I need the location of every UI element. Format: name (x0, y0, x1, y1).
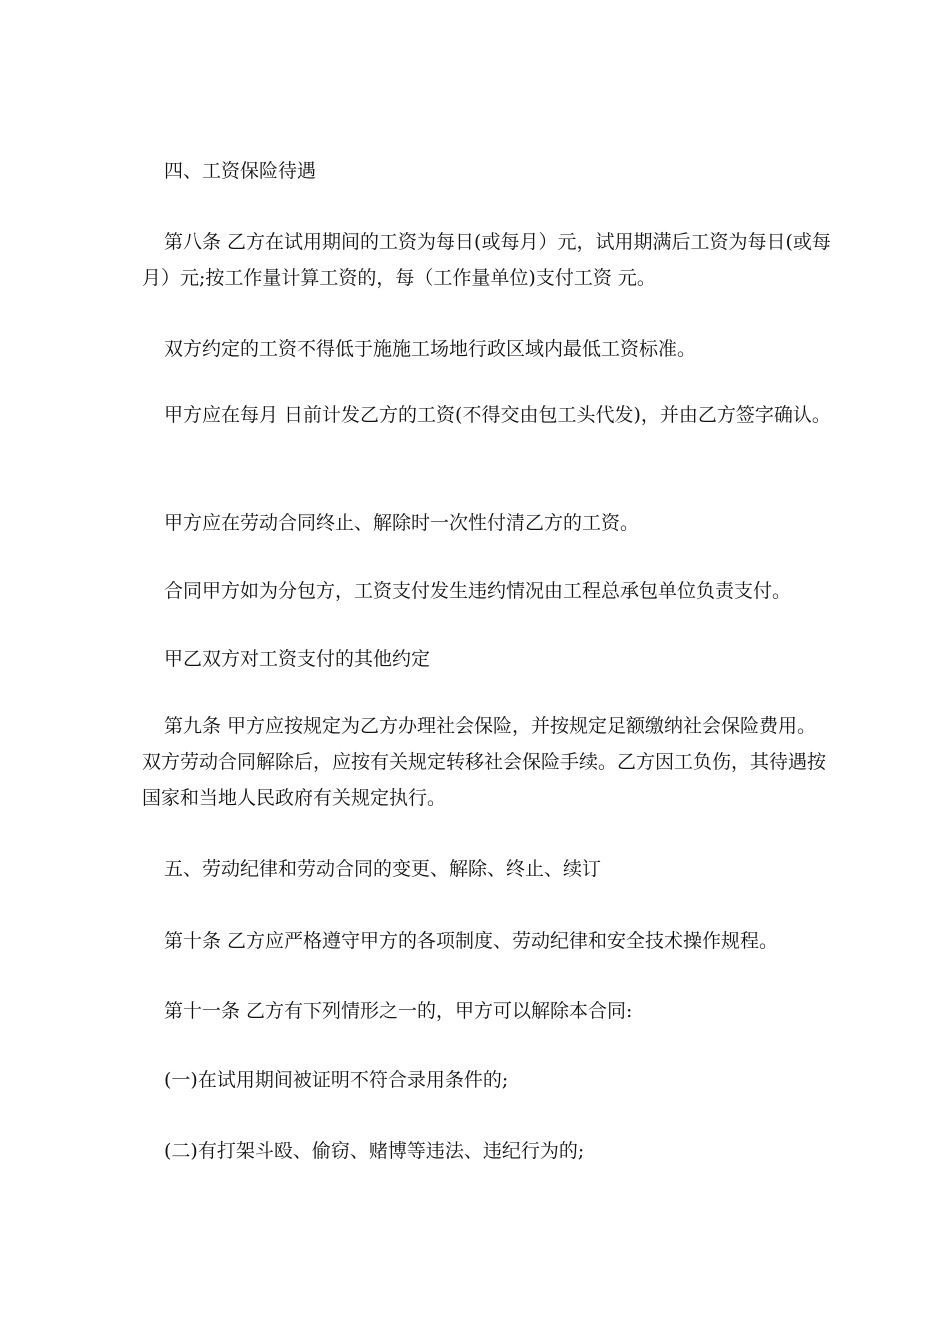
article-9-paragraph: 第九条 甲方应按规定为乙方办理社会保险，并按规定足额缴纳社会保险费用。双方劳动合同解除后，应按有关规定转移社会保险手续。乙方因工负伤，其待遇按国家和当地人民政府有关规定执行。 (142, 715, 827, 809)
termination-payment-paragraph: 甲方应在劳动合同终止、解除时一次性付清乙方的工资。 (164, 512, 640, 534)
section-heading-4: 四、工资保险待遇 (164, 160, 317, 182)
other-agreements-paragraph: 甲乙双方对工资支付的其他约定 (164, 648, 431, 670)
minimum-wage-paragraph: 双方约定的工资不得低于施施工场地行政区域内最低工资标准。 (164, 338, 697, 360)
article-8-paragraph: 第八条 乙方在试用期间的工资为每日(或每月）元，试用期满后工资为每日(或每月）元;按工作量计算工资的，每（工作量单位)支付工资 元。 (142, 231, 831, 289)
article-11-paragraph: 第十一条 乙方有下列情形之一的，甲方可以解除本合同: (164, 1000, 633, 1022)
article-10-paragraph: 第十条 乙方应严格遵守甲方的各项制度、劳动纪律和安全技术操作规程。 (164, 930, 779, 952)
section-heading-5: 五、劳动纪律和劳动合同的变更、解除、终止、续订 (164, 858, 602, 880)
subcontractor-paragraph: 合同甲方如为分包方，工资支付发生违约情况由工程总承包单位负责支付。 (164, 580, 792, 602)
clause-1-paragraph: (一)在试用期间被证明不符合录用条件的; (164, 1069, 509, 1091)
clause-2-paragraph: (二)有打架斗殴、偷窃、赌博等违法、违纪行为的; (164, 1140, 585, 1162)
payment-date-paragraph: 甲方应在每月 日前计发乙方的工资(不得交由包工头代发)，并由乙方签字确认。 (164, 404, 831, 426)
